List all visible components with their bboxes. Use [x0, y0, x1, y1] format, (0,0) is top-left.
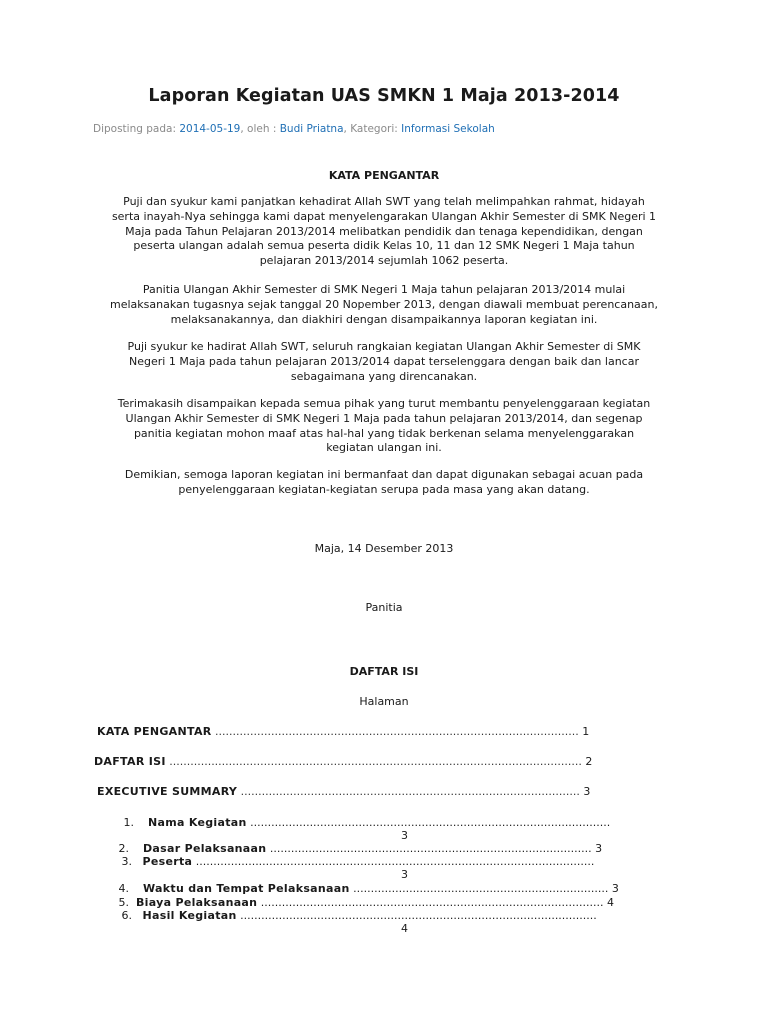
toc-leader-dots: ..................................................................................................................: [192, 855, 595, 868]
paragraph-line: Terimakasih disampaikan kepada semua pihak yang turut membantu penyelenggaraan kegiatan: [117, 397, 651, 410]
toc-leader-dots: ......................................................................................................................: [165, 755, 586, 768]
toc-sub-page-1: 3: [401, 829, 408, 842]
post-meta: [93, 123, 495, 135]
toc-sub-entry-5: [115, 896, 677, 909]
toc-sub-entry-4: [115, 882, 675, 895]
toc-sub-label: Dasar Pelaksanaan: [143, 842, 267, 855]
daftar-isi-heading: DAFTAR ISI: [349, 665, 419, 678]
paragraph-line: melaksanakannya, dan diakhiri dengan disampaikannya laporan kegiatan ini.: [170, 312, 598, 326]
toc-entry-label: EXECUTIVE SUMMARY: [97, 785, 238, 798]
paragraph-3: [93, 340, 675, 384]
toc-page-number: 3: [583, 785, 591, 798]
toc-sub-entry-3: [118, 855, 672, 868]
toc-sub-entry-2: [115, 842, 675, 855]
signature-panitia: Panitia: [365, 601, 403, 614]
paragraph-line: peserta ulangan adalah semua peserta didik Kelas 10, 11 dan 12 SMK Negeri 1 Maja tahun: [133, 239, 635, 253]
toc-sub-page: 3: [611, 882, 619, 895]
paragraph-line: serta inayah-Nya sehingga kami dapat menyelengarakan Ulangan Akhir Semester di SMK Negeri 1: [111, 209, 657, 223]
place-date: Maja, 14 Desember 2013: [314, 542, 454, 555]
toc-sub-page-3: 3: [401, 868, 408, 881]
paragraph-line: melaksanakan tugasnya sejak tanggal 20 Nopember 2013, dengan diawali membuat perencanaan,: [109, 297, 659, 311]
toc-sub-entry-1: [120, 816, 670, 829]
toc-leader-dots: ........................................................................................................: [211, 725, 583, 738]
toc-sub-number: 3.: [121, 855, 132, 868]
posted-label: Diposting pada:: [93, 123, 180, 135]
toc-sub-label: Peserta: [142, 855, 193, 868]
post-date-link[interactable]: 2014-05-19: [179, 123, 241, 135]
toc-sub-label: Nama Kegiatan: [148, 816, 247, 829]
by-label: , oleh :: [240, 123, 280, 135]
paragraph-line: Ulangan Akhir Semester di SMK Negeri 1 Maja pada tahun pelajaran 2013/2014, dan segenap: [125, 411, 643, 425]
paragraph-line: Demikian, semoga laporan kegiatan ini bermanfaat dan dapat digunakan sebagai acuan pada: [124, 468, 644, 481]
toc-page-number: 1: [582, 725, 590, 738]
toc-entry-label: KATA PENGANTAR: [97, 725, 212, 738]
paragraph-line: pelajaran 2013/2014 sejumlah 1062 peserta.: [259, 254, 509, 268]
category-link[interactable]: Informasi Sekolah: [401, 123, 495, 135]
toc-sub-entry-6: [118, 909, 672, 922]
toc-entry-label: DAFTAR ISI: [94, 755, 166, 768]
category-label: , Kategori:: [343, 123, 402, 135]
paragraph-line: Negeri 1 Maja pada tahun pelajaran 2013/2014 dapat terselenggara dengan baik dan lancar: [129, 354, 639, 368]
page-title: Laporan Kegiatan UAS SMKN 1 Maja 2013-2014: [148, 86, 620, 106]
toc-leader-dots: ..................................................................................................: [257, 896, 604, 909]
toc-leader-dots: .................................................................................................: [237, 785, 584, 798]
paragraph-2: [93, 283, 675, 327]
paragraph-1: [93, 195, 675, 269]
toc-sub-label: Hasil Kegiatan: [142, 909, 237, 922]
toc-entry-daftar-isi: [94, 755, 670, 768]
paragraph-line: Panitia Ulangan Akhir Semester di SMK Negeri 1 Maja tahun pelajaran 2013/2014 mulai: [142, 283, 626, 296]
author-link[interactable]: Budi Priatna: [279, 123, 344, 135]
toc-leader-dots: .......................................................................................................: [246, 816, 611, 829]
toc-sub-number: 1.: [123, 816, 134, 829]
paragraph-line: sebagaimana yang direncanakan.: [290, 369, 478, 383]
toc-sub-number: 2.: [118, 842, 129, 855]
toc-sub-label: Waktu dan Tempat Pelaksanaan: [143, 882, 350, 895]
toc-leader-dots: ............................................................................................: [266, 842, 592, 855]
toc-page-number: 2: [585, 755, 593, 768]
toc-sub-page-6: 4: [401, 922, 408, 935]
toc-leader-dots: .........................................................................: [349, 882, 609, 895]
toc-sub-label: Biaya Pelaksanaan: [136, 896, 258, 909]
toc-sub-number: 5.: [118, 896, 129, 909]
paragraph-line: Puji syukur ke hadirat Allah SWT, seluruh rangkaian kegiatan Ulangan Akhir Semester di SMK: [127, 340, 641, 353]
paragraph-line: panitia kegiatan mohon maaf atas hal-hal yang tidak berkenan selama menyelenggarakan: [133, 426, 635, 440]
halaman-label: Halaman: [359, 695, 409, 708]
toc-sub-number: 4.: [118, 882, 129, 895]
paragraph-line: Puji dan syukur kami panjatkan kehadirat Allah SWT yang telah melimpahkan rahmat, hidayah: [123, 195, 645, 208]
toc-entry-kata-pengantar: [97, 725, 673, 738]
paragraph-line: Maja pada Tahun Pelajaran 2013/2014 melibatkan pendidik dan tenaga kependidikan, dengan: [125, 224, 643, 238]
toc-sub-page: 4: [606, 896, 614, 909]
paragraph-line: kegiatan ulangan ini.: [326, 441, 442, 455]
kata-pengantar-heading: KATA PENGANTAR: [328, 169, 440, 182]
toc-sub-page: 3: [595, 842, 603, 855]
toc-entry-executive-summary: [97, 785, 673, 798]
paragraph-5: [93, 468, 675, 498]
toc-leader-dots: ......................................................................................................: [236, 909, 597, 922]
toc-sub-number: 6.: [121, 909, 132, 922]
paragraph-4: [93, 397, 675, 456]
paragraph-line: penyelenggaraan kegiatan-kegiatan serupa pada masa yang akan datang.: [178, 482, 590, 496]
